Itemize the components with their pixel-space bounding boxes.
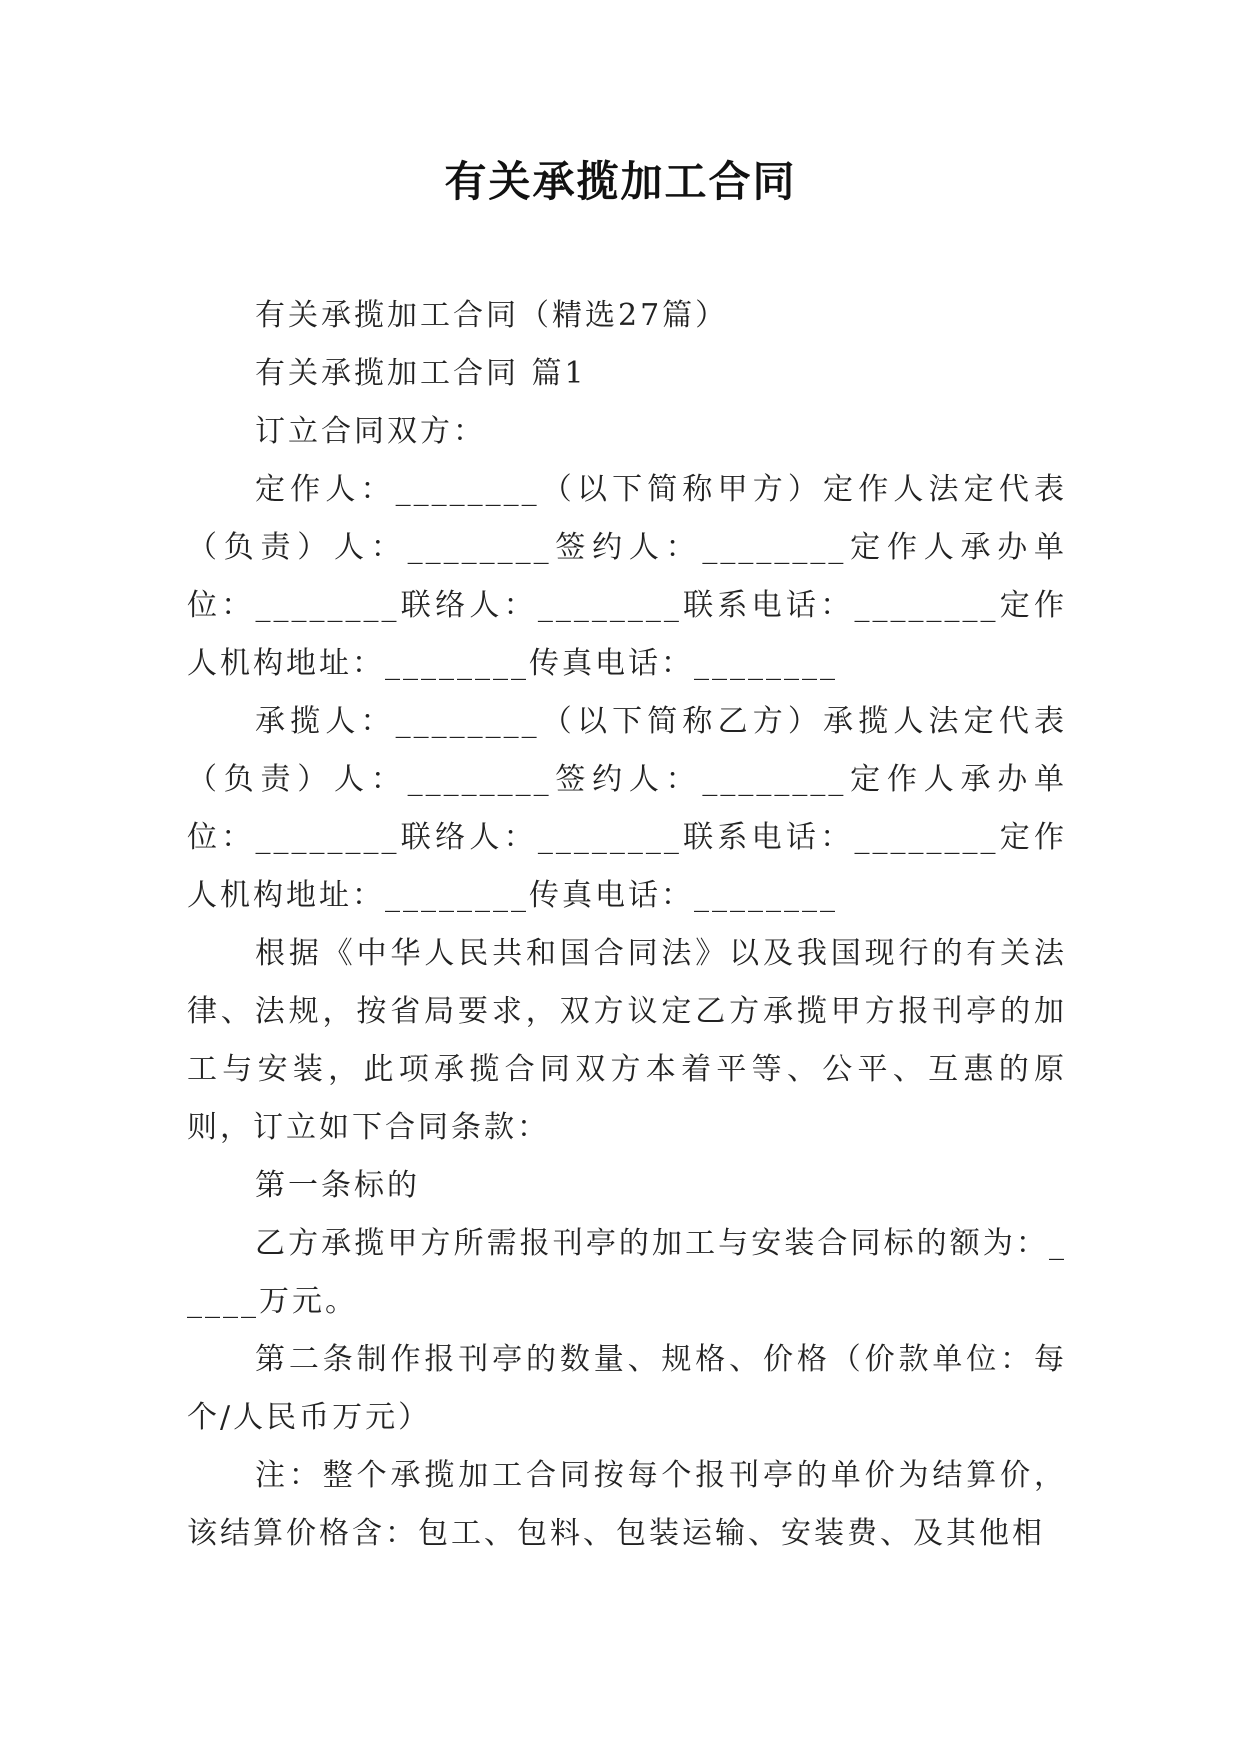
paragraph-party-a: 定作人：________（以下简称甲方）定作人法定代表（负责）人：________签约人：________定作人承办单位：________联络人：________联系电话：________定作人机构地址：________传真电话：________: [187, 472, 1067, 681]
document-title: 有关承揽加工合同: [444, 157, 797, 206]
paragraph-article-1-heading: 第一条标的: [255, 1168, 420, 1203]
paragraph-party-b: 承揽人：________（以下简称乙方）承揽人法定代表（负责）人：________签约人：________定作人承办单位：________联络人：________联系电话：________定作人机构地址：________传真电话：________: [187, 704, 1067, 913]
paragraph-section-heading: 有关承揽加工合同 篇1: [255, 356, 587, 391]
paragraph-note: 注：整个承揽加工合同按每个报刊亭的单价为结算价，该结算价格含：包工、包料、包装运输、安装费、及其他相: [187, 1458, 1067, 1551]
paragraph-subtitle: 有关承揽加工合同（精选27篇）: [255, 298, 729, 333]
paragraph-parties-intro: 订立合同双方：: [255, 414, 486, 449]
paragraph-article-2-heading: 第二条制作报刊亭的数量、规格、价格（价款单位：每个/人民币万元）: [187, 1342, 1067, 1435]
paragraph-article-1-body: 乙方承揽甲方所需报刊亭的加工与安装合同标的额为：_____万元。: [187, 1226, 1067, 1319]
paragraph-preamble: 根据《中华人民共和国合同法》以及我国现行的有关法律、法规，按省局要求，双方议定乙方承揽甲方报刊亭的加工与安装，此项承揽合同双方本着平等、公平、互惠的原则，订立如下合同条款：: [187, 936, 1067, 1145]
document-body: [187, 287, 1067, 1563]
